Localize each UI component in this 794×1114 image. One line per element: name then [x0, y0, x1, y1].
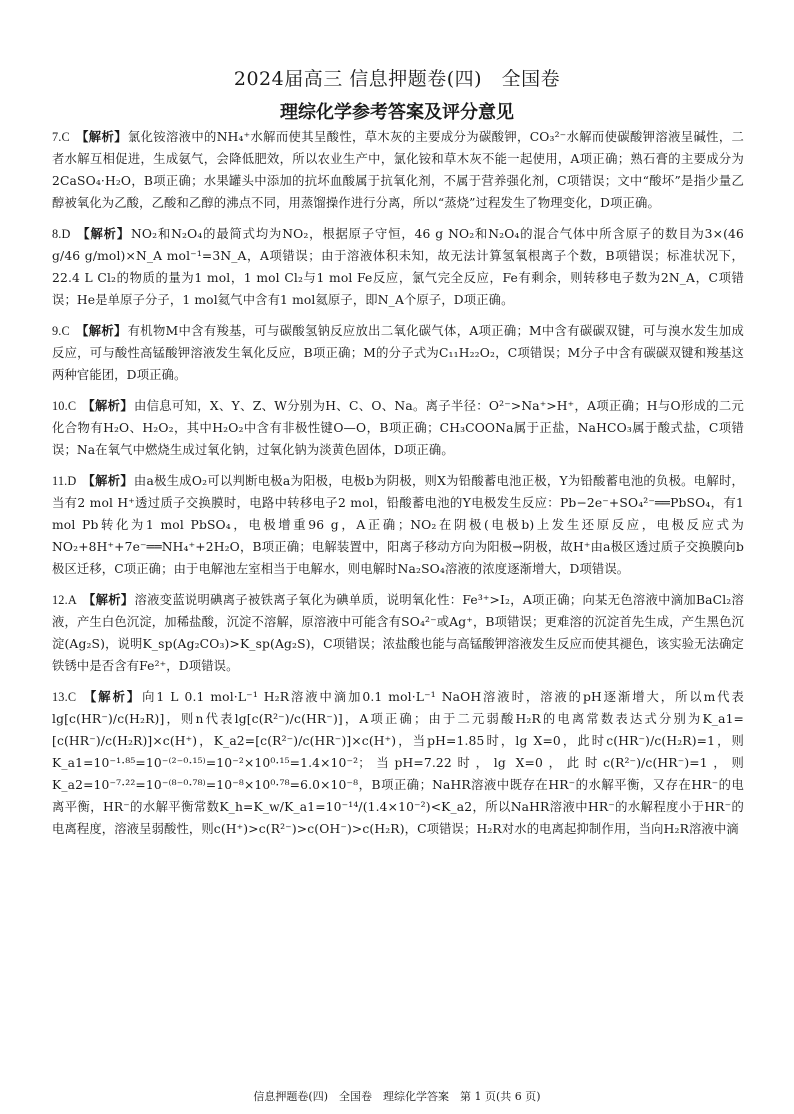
analysis-tag: 【解析】: [76, 227, 130, 241]
analysis-text: 氯化铵溶液中的NH₄⁺水解而使其呈酸性，草木灰的主要成分为碳酸钾，CO₃²⁻水解而使碳酸钾溶液呈碱性，二者水解互相促进，生成氨气，会降低肥效，所以农业生产中，氯化铵和草木灰不能一起使用，A项正确；熟石膏的主要成分为2CaSO₄·H₂O，B项正确；水果罐头中添加的抗坏血酸属于抗氧化剂，不属于营养强化剂，C项错误；文中“酸坏”是指少量乙醇被氧化为乙酸，乙酸和乙醇的沸点不同，用蒸馏操作进行分离，所以“蒸烧”过程发生了物理变化，D项正确。: [52, 130, 744, 210]
answer-item-13: [52, 686, 744, 840]
analysis-tag: 【解析】: [82, 474, 133, 488]
analysis-text: 由信息可知，X、Y、Z、W分别为H、C、O、Na。离子半径：O²⁻>Na⁺>H⁺，A项正确；H与O形成的二元化合物有H₂O、H₂O₂，其中H₂O₂中含有非极性键O—O，B项正确；CH₃COONa属于正盐，NaHCO₃属于酸式盐，C项错误；Na在氧气中燃烧生成过氧化钠，过氧化钠为淡黄色固体，D项正确。: [52, 399, 744, 457]
analysis-tag: 【解析】: [75, 324, 127, 338]
answer-item-10: [52, 395, 744, 461]
page-title: 2024届高三 信息押题卷(四) 全国卷: [233, 68, 561, 90]
page-subtitle: 理综化学参考答案及评分意见: [280, 102, 514, 123]
answer-label: 7.C: [52, 130, 70, 144]
answer-label: 10.C: [52, 399, 77, 413]
page-footer: 信息押题卷(四) 全国卷 理综化学答案 第 1 页(共 6 页): [253, 1090, 541, 1103]
analysis-tag: 【解析】: [75, 130, 127, 144]
analysis-tag: 【解析】: [82, 593, 134, 607]
answer-label: 12.A: [52, 593, 77, 607]
answer-label: 13.C: [52, 690, 77, 704]
answer-list: [52, 126, 744, 849]
answer-item-12: [52, 589, 744, 677]
answer-item-7: [52, 126, 744, 214]
analysis-text: 向1 L 0.1 mol·L⁻¹ H₂R溶液中滴加0.1 mol·L⁻¹ NaOH溶液时，溶液的pH逐渐增大，所以m代表lg[c(HR⁻)/c(H₂R)]，则n代表lg[c(R²⁻)/c(HR⁻)]，A项正确；由于二元弱酸H₂R的电离常数表达式分别为K_a1=[c(HR⁻)/c(H₂R)]×c(H⁺)，K_a2=[c(R²⁻)/c(HR⁻)]×c(H⁺)，当pH=1.85时，lg X=0，此时c(HR⁻)/c(H₂R)=1，则K_a1=10⁻¹·⁸⁵=10⁻⁽²⁻⁰·¹⁵⁾=10⁻²×10⁰·¹⁵=1.4×10⁻²；当pH=7.22时，lg X=0，此时c(R²⁻)/c(HR⁻)=1，则K_a2=10⁻⁷·²²=10⁻⁽⁸⁻⁰·⁷⁸⁾=10⁻⁸×10⁰·⁷⁸=6.0×10⁻⁸，B项正确；NaHR溶液中既存在HR⁻的水解平衡，又存在HR⁻的电离平衡，HR⁻的水解平衡常数K_h=K_w/K_a1=10⁻¹⁴/(1.4×10⁻²)<K_a2，所以NaHR溶液中HR⁻的水解程度小于HR⁻的电离程度，溶液呈弱酸性，则c(H⁺)>c(R²⁻)>c(OH⁻)>c(H₂R)，C项错误；H₂R对水的电离起抑制作用，当向H₂R溶液中滴: [52, 690, 744, 836]
answer-item-8: [52, 223, 744, 311]
answer-item-11: [52, 470, 744, 580]
analysis-text: NO₂和N₂O₄的最简式均为NO₂，根据原子守恒，46 g NO₂和N₂O₄的混合气体中所含原子的数目为3×(46 g/46 g/mol)×N_A mol⁻¹=3N_A，A项错误；由于溶液体积未知，故无法计算氢氧根离子个数，B项错误；标准状况下，22.4 L Cl₂的物质的量为1 mol，1 mol Cl₂与1 mol Fe反应，氯气完全反应，Fe有剩余，则转移电子数为2N_A，C项错误；He是单原子分子，1 mol氦气中含有1 mol氦原子，即N_A个原子，D项正确。: [52, 227, 745, 307]
answer-item-9: [52, 320, 744, 386]
analysis-text: 溶液变蓝说明碘离子被铁离子氧化为碘单质，说明氧化性：Fe³⁺>I₂，A项正确；向某无色溶液中滴加BaCl₂溶液，产生白色沉淀，加稀盐酸，沉淀不溶解，原溶液中可能含有SO₄²⁻或Ag⁺，B项错误；更难溶的沉淀首先生成，产生黑色沉淀(Ag₂S)，说明K_sp(Ag₂CO₃)>K_sp(Ag₂S)，C项错误；浓盐酸也能与高锰酸钾溶液发生反应而使其褪色，该实验无法确定铁锈中是否含有Fe²⁺，D项错误。: [52, 593, 744, 673]
analysis-text: 有机物M中含有羧基，可与碳酸氢钠反应放出二氧化碳气体，A项正确；M中含有碳碳双键，可与溴水发生加成反应，可与酸性高锰酸钾溶液发生氧化反应，B项正确；M的分子式为C₁₁H₂₂O₂，C项错误；M分子中含有碳碳双键和羧基这两种官能团，D项正确。: [52, 324, 744, 382]
analysis-tag: 【解析】: [82, 690, 142, 704]
answer-label: 9.C: [52, 324, 70, 338]
answer-label: 11.D: [52, 474, 77, 488]
analysis-tag: 【解析】: [82, 399, 133, 413]
answer-label: 8.D: [52, 227, 71, 241]
analysis-text: 由a极生成O₂可以判断电极a为阳极，电极b为阴极，则X为铅酸蓄电池正极，Y为铅酸蓄电池的负极。电解时，当有2 mol H⁺透过质子交换膜时，电路中转移电子2 mol，铅酸蓄电池的Y电极发生反应：Pb−2e⁻+SO₄²⁻══PbSO₄，有1 mol Pb转化为1 mol PbSO₄，电极增重96 g，A正确；NO₂在阴极(电极b)上发生还原反应，电极反应式为NO₂+8H⁺+7e⁻══NH₄⁺+2H₂O，B项正确；电解装置中，阳离子移动方向为阳极→阴极，故H⁺由a极区透过质子交换膜向b极区迁移，C项正确；由于电解池左室相当于电解水，则电解时Na₂SO₄溶液的浓度逐渐增大，D项错误。: [52, 474, 744, 576]
